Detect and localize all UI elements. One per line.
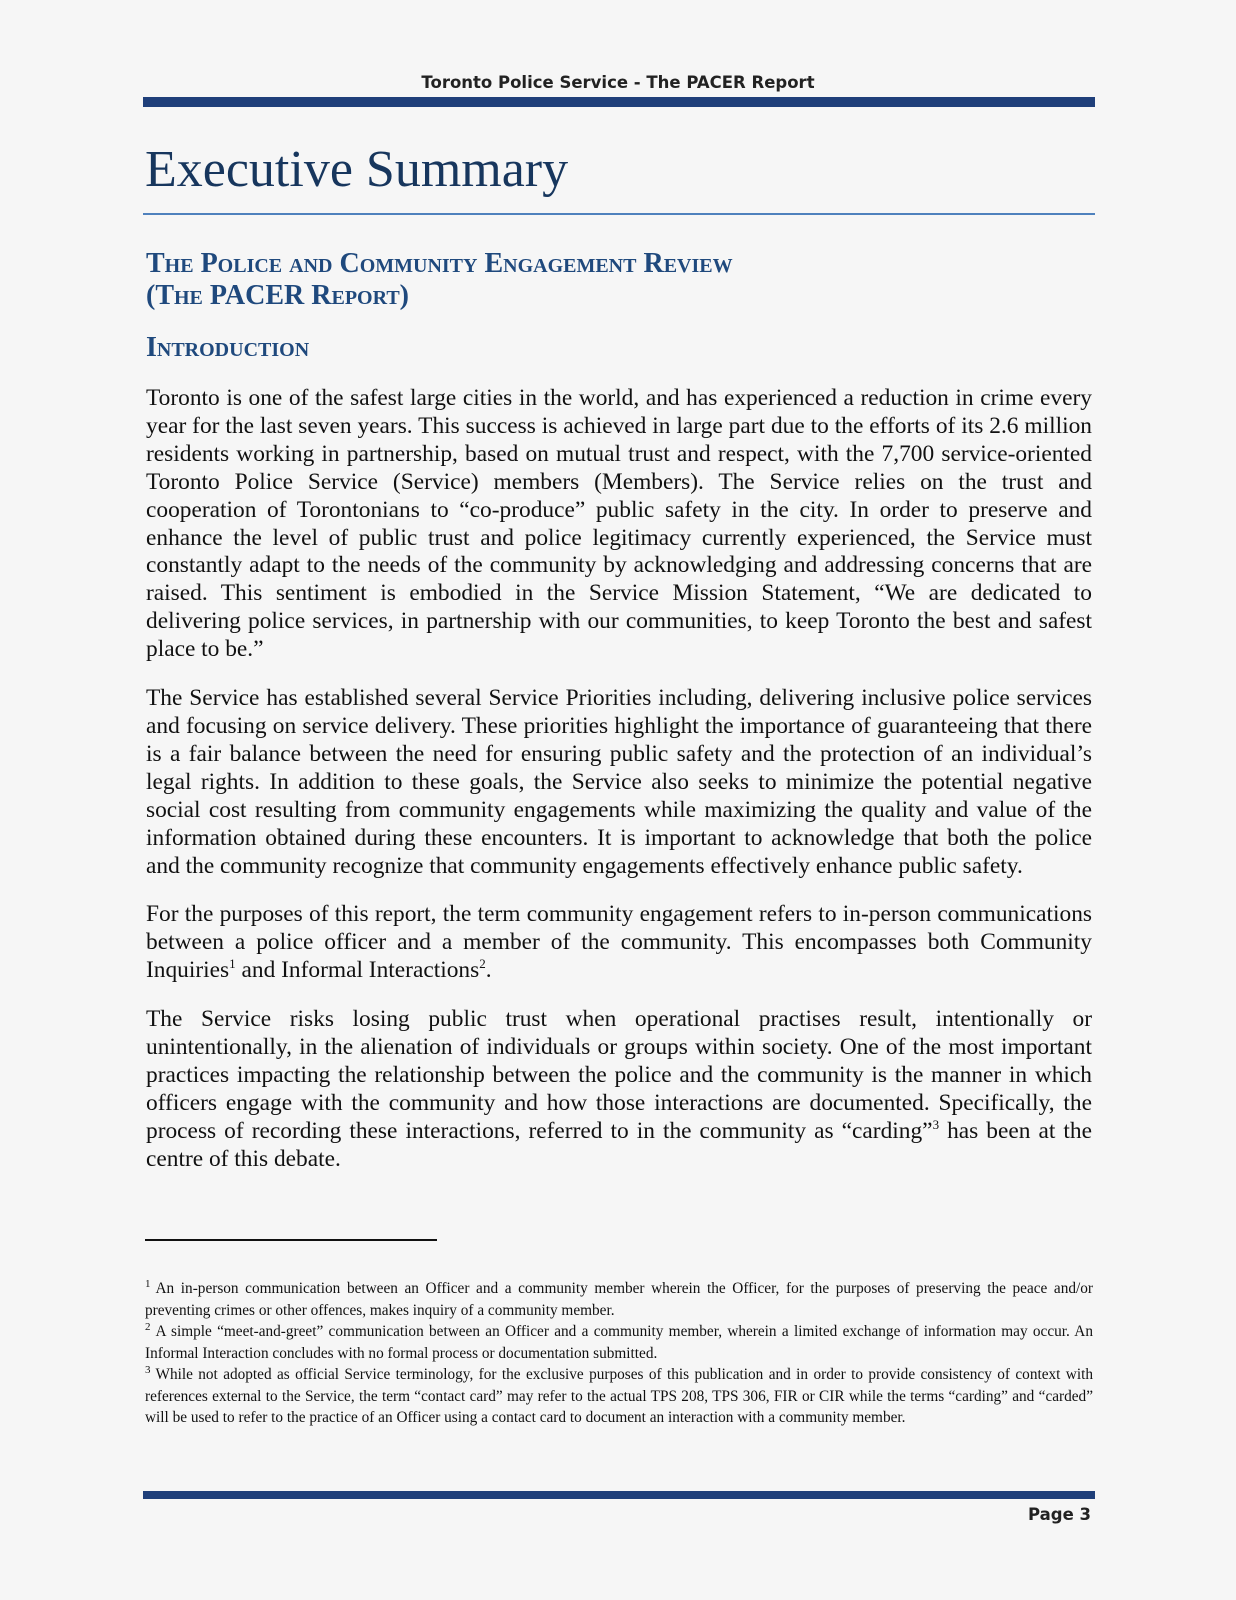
paragraph-2: The Service has established several Service Priorities including, delivering inclusive police services and focusing on service delivery. These priorities highlight the importance of guaranteeing that there is a fair balance between the need for ensuring public safety and the protection of an individual’s legal rights. In addition to these goals, the Service also seeks to minimize the potential negative social cost resulting from community engagements while maximizing the quality and value of the information obtained during these encounters. It is important to acknowledge that both the police and the community recognize that community engagements effectively enhance public safety. xyxy=(146,685,1092,879)
footnote-number: 3 xyxy=(145,1364,151,1376)
footnote-ref-3: 3 xyxy=(932,1116,940,1132)
paragraph-4 xyxy=(146,1006,1092,1173)
footnotes xyxy=(145,1278,1093,1429)
running-header: Toronto Police Service - The PACER Report xyxy=(421,73,815,92)
paragraph-3 xyxy=(146,901,1092,985)
body-text xyxy=(146,385,1092,1195)
footnote-number: 2 xyxy=(145,1321,151,1333)
footnote-number: 1 xyxy=(145,1278,151,1290)
footnote-separator xyxy=(145,1239,437,1241)
paragraph-3-text-b: and Informal Interactions xyxy=(235,957,480,984)
paragraph-3-text-c: . xyxy=(485,957,492,984)
report-subtitle xyxy=(146,248,733,312)
footnote-ref-1: 1 xyxy=(229,956,236,972)
footnote-3 xyxy=(145,1364,1093,1429)
page-number: Page 3 xyxy=(1027,1505,1091,1524)
footer-rule xyxy=(143,1491,1095,1499)
header-rule xyxy=(143,97,1095,107)
introduction-heading: Introduction xyxy=(146,332,310,363)
title-rule xyxy=(143,213,1095,215)
footnote-text: An in-person communication between an Officer and a community member wherein the Officer, for the purposes of preserving the peace and/or preventing crimes or other offences, makes inquiry of a community member. xyxy=(145,1280,1093,1319)
footnote-1 xyxy=(145,1278,1093,1321)
paragraph-4-text-a: The Service risks losing public trust when operational practises result, intentionally or unintentionally, in the alienation of individuals or groups within society. One of the most important practices impacting the relationship between the police and the community is the manner in which officers engage with the community and how those interactions are documented. Specifically, the process of recording these interactions, referred to in the community as “carding” xyxy=(146,1006,1092,1144)
footnote-ref-2: 2 xyxy=(479,956,486,972)
paragraph-4-text-b: has been at the centre of this debate. xyxy=(146,1117,1092,1172)
footnote-text: While not adopted as official Service terminology, for the exclusive purposes of this publication and in order to provide consistency of context with references external to the Service, the term “contact card” may refer to the actual TPS 208, TPS 306, FIR or CIR while the terms “carding” and “carded” will be used to refer to the practice of an Officer using a contact card to document an interaction with a community member. xyxy=(145,1366,1093,1426)
report-subtitle-line2: (The PACER Report) xyxy=(146,280,409,311)
report-subtitle-line1: The Police and Community Engagement Review xyxy=(146,248,733,279)
footnote-2 xyxy=(145,1321,1093,1364)
page-title: Executive Summary xyxy=(145,141,569,198)
paragraph-3-text-a: For the purposes of this report, the term community engagement refers to in-person communications between a police officer and a member of the community. This encompasses both Community Inquiries xyxy=(146,901,1092,984)
footnote-text: A simple “meet-and-greet” communication between an Officer and a community member, wherein a limited exchange of information may occur. An Informal Interaction concludes with no formal process or documentation submitted. xyxy=(145,1323,1093,1362)
paragraph-1: Toronto is one of the safest large cities in the world, and has experienced a reduction in crime every year for the last seven years. This success is achieved in large part due to the efforts of its 2.6 million residents working in partnership, based on mutual trust and respect, with the 7,700 service-oriented Toronto Police Service (Service) members (Members). The Service relies on the trust and cooperation of Torontonians to “co-produce” public safety in the city. In order to preserve and enhance the level of public trust and police legitimacy currently experienced, the Service must constantly adapt to the needs of the community by acknowledging and addressing concerns that are raised. This sentiment is embodied in the Service Mission Statement, “We are dedicated to delivering police services, in partnership with our communities, to keep Toronto the best and safest place to be.” xyxy=(146,385,1092,663)
